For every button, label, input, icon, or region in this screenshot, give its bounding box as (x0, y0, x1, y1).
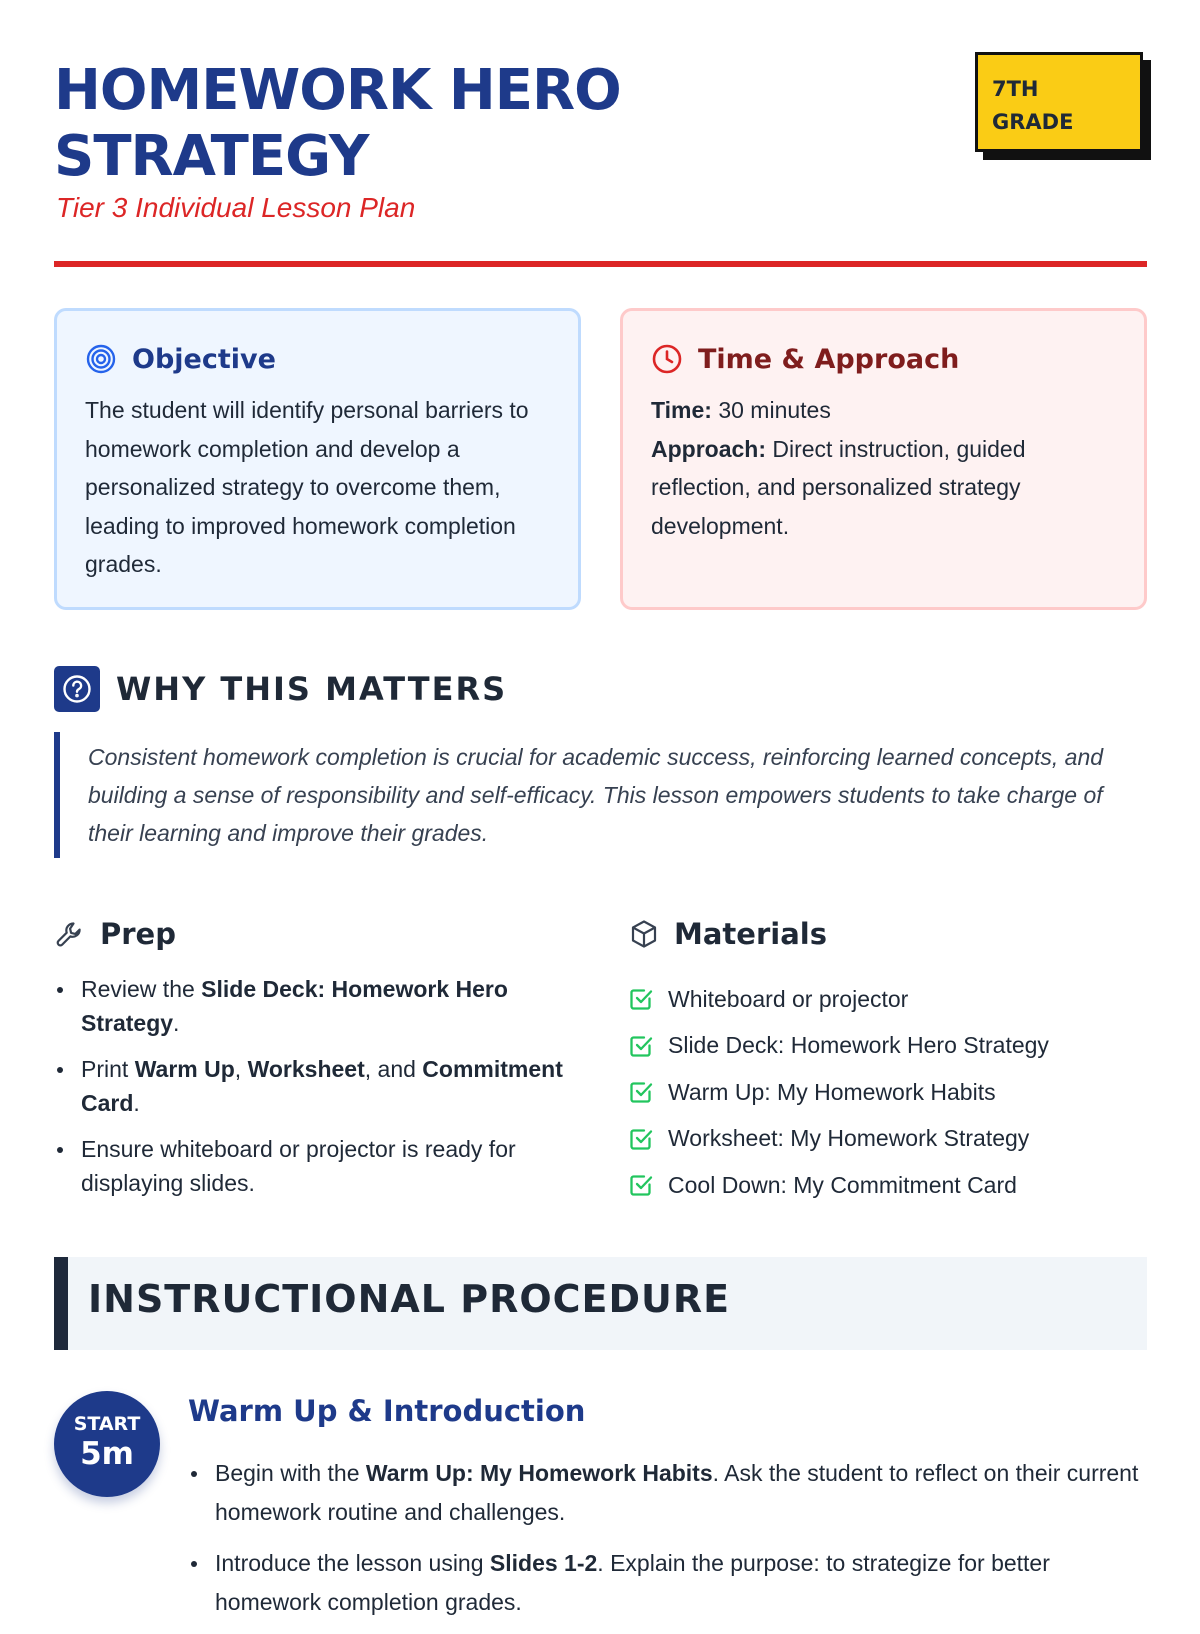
checkbox-checked-icon (628, 986, 654, 1012)
material-item: Slide Deck: Homework Hero Strategy (628, 1023, 1148, 1070)
approach-value: Direct instruction, guided reflection, and personalized strategy development. (651, 435, 1026, 539)
materials-title: Materials (674, 917, 827, 951)
procedure-title: INSTRUCTIONAL PROCEDURE (88, 1277, 731, 1321)
time-approach-title: Time & Approach (698, 343, 960, 375)
prep-list (54, 972, 574, 1212)
approach-line (651, 430, 1116, 546)
prep-header (54, 914, 176, 954)
target-icon (85, 343, 117, 375)
header-divider (54, 261, 1147, 267)
why-badge (54, 666, 100, 712)
time-line (651, 391, 1116, 430)
step-badge-time: 5m (80, 1436, 134, 1472)
objective-card-header (85, 339, 550, 379)
material-item: Cool Down: My Commitment Card (628, 1162, 1148, 1209)
grade-badge (975, 52, 1151, 160)
prep-item: Print Warm Up, Worksheet, and Commitment Card. (54, 1052, 574, 1120)
prep-item: Ensure whiteboard or projector is ready for displaying slides. (54, 1132, 574, 1200)
step-list (188, 1454, 1148, 1634)
checkbox-checked-icon (628, 1033, 654, 1059)
wrench-icon (54, 918, 86, 950)
objective-card (54, 308, 581, 610)
why-section-header (54, 666, 507, 712)
time-approach-card (620, 308, 1147, 610)
prep-item: Review the Slide Deck: Homework Hero Strategy. (54, 972, 574, 1040)
procedure-header (54, 1257, 1147, 1350)
time-value: 30 minutes (718, 397, 831, 423)
checkbox-checked-icon (628, 1172, 654, 1198)
page-subtitle: Tier 3 Individual Lesson Plan (56, 192, 416, 223)
materials-header (628, 914, 827, 954)
checkbox-checked-icon (628, 1079, 654, 1105)
step-badge-label: START (73, 1413, 141, 1435)
step-item: Begin with the Warm Up: My Homework Habits. Ask the student to reflect on their current homework routine and challenges. (188, 1454, 1148, 1531)
time-label: Time: (651, 397, 712, 423)
approach-label: Approach: (651, 435, 766, 462)
why-title: WHY THIS MATTERS (116, 670, 508, 708)
objective-title: Objective (132, 343, 276, 375)
materials-list (628, 976, 1148, 1209)
material-item: Whiteboard or projector (628, 976, 1148, 1023)
step-time-badge (54, 1391, 160, 1497)
step-title: Warm Up & Introduction (188, 1394, 586, 1428)
cube-icon (628, 918, 660, 950)
material-item: Worksheet: My Homework Strategy (628, 1116, 1148, 1163)
grade-badge-label: 7TH GRADE (975, 52, 1143, 152)
objective-text: The student will identify personal barriers to homework completion and develop a personalized strategy to overcome them, leading to improved homework completion grades. (85, 397, 529, 577)
time-approach-body (651, 391, 1116, 545)
page-title: HOMEWORK HERO STRATEGY (54, 58, 621, 189)
why-quote: Consistent homework completion is crucial for academic success, reinforcing learned concepts, and building a sense of responsibility and self-efficacy. This lesson empowers students to take charge of their learning and improve their grades. (54, 732, 1147, 858)
clock-icon (651, 343, 683, 375)
step-item: Introduce the lesson using Slides 1-2. Explain the purpose: to strategize for better homework completion grades. (188, 1544, 1148, 1621)
checkbox-checked-icon (628, 1126, 654, 1152)
time-approach-header (651, 339, 1116, 379)
lesson-plan-page (54, 0, 1147, 1615)
question-circle-icon (61, 673, 93, 705)
material-item: Warm Up: My Homework Habits (628, 1069, 1148, 1116)
prep-title: Prep (100, 917, 176, 951)
